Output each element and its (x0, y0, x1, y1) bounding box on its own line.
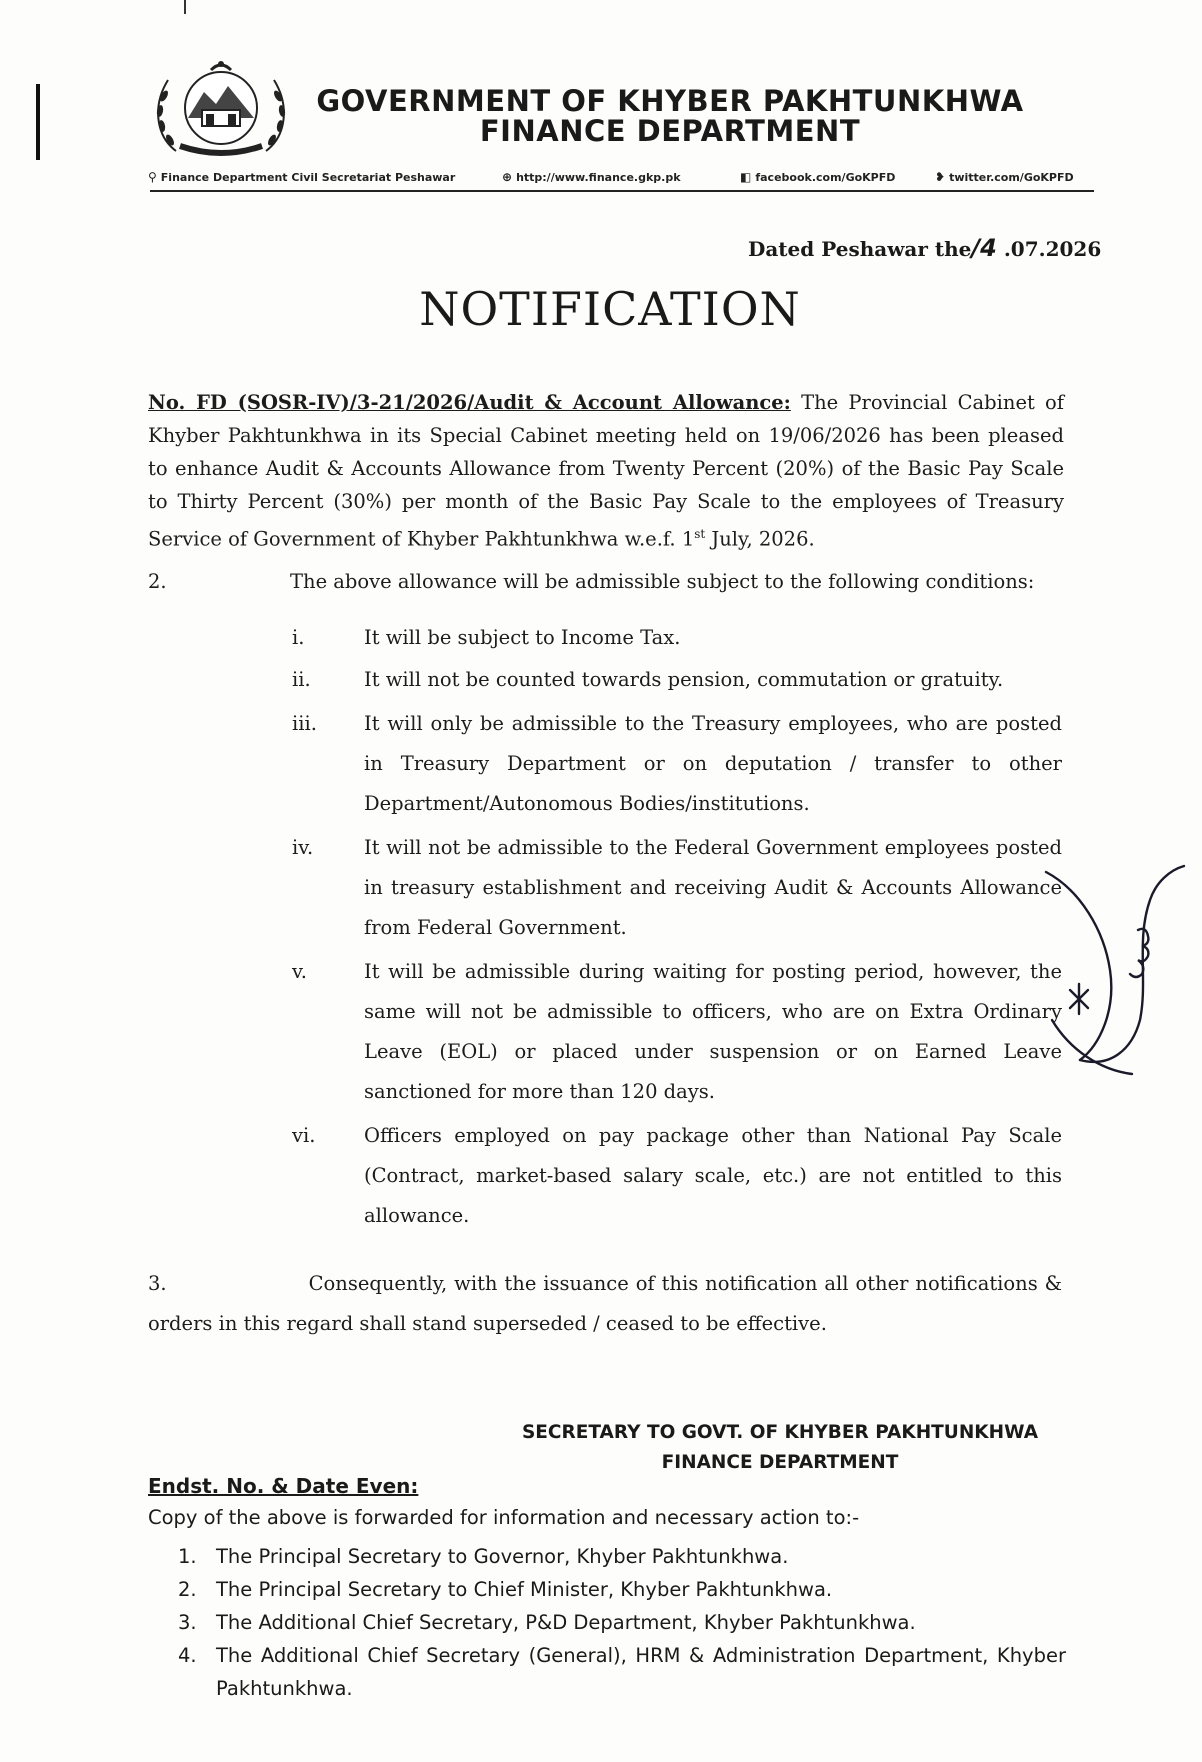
notification-page: GOVERNMENT OF KHYBER PAKHTUNKHWA FINANCE DEPARTMENT ⚲ Finance Department Civil Secretariat Peshawar ⊕ http://www.finance.gkp.pk ◧ facebook.com/GoKPFD ❥ twitter.com/GoKPFD Dated Peshawar the/4 .07.2026 NOTIFICATION No. FD (SOSR-IV)/3-21/2026/Audit & Account Allowance: The Provincial Cabinet of Khyber Pakhtunkhwa in its Special Cabinet meeting held on 19/06/2026 has been pleased to enhance Audit & Accounts Allowance from Twenty Percent (20%) of the Basic Pay Scale to Thirty Percent (30%) per month of the Basic Pay Scale to the employees of Treasury Service of Government of Khyber Pakhtunkhwa w.e.f. 1st July, 2026. 2. The above allowance will be admissible subject to the following conditions: i. It will be subject to Income Tax. ii. It will not be counted towards pension, commutation or gratuity. iii. It will only be admissible to the Treasury employees, who are posted in Treasury Department or on deputation / transfer to other Department/Autonomous Bodies/institutions. iv. It will not be admissible to the Federal Government employees posted in treasury establishment and receiving Audit & Accounts Allowance from Federal Government. v. It will be admissible during waiting for posting period, however, the same will not be admissible to officers, who are on Extra Ordinary Leave (EOL) or placed under suspension or on Earned Leave sanctioned for more than 120 days. vi. Officers employed on pay package other than National Pay Scale (Contract, market-based salary scale, etc.) are not entitled to this allowance. 3. Consequently, with the issuance of this notification all other notifications & orders in this regard shall stand superseded / ceased to be effective. SECRETARY TO GOVT. OF KHYBER PAKHTUNKHWA FINANCE DEPARTMENT Endst. No. & Date Even: Copy of the above is forwarded for information and necessary action to:- 1. The Principal Secretary to Governor, Khyber Pakhtunkhwa. 2. The Principal Secretary to Chief Minister, Khyber Pakhtunkhwa. 3. The Additional Chief Secretary, P&D Department, Khyber Pakhtunkhwa. 4. The Additional Chief Secretary (General), HRM & Administration Department, Khyber Pakhtunkhwa. (0, 0, 1202, 1762)
paragraph-1: No. FD (SOSR-IV)/3-21/2026/Audit & Account Allowance: The Provincial Cabinet of Khyber Pakhtunkhwa in its Special Cabinet meeting held on 19/06/2026 has been pleased to enhance Audit & Accounts Allowance from Twenty Percent (20%) of the Basic Pay Scale to Thirty Percent (30%) per month of the Basic Pay Scale to the employees of Treasury Service of Government of Khyber Pakhtunkhwa w.e.f. 1st July, 2026. (148, 391, 1064, 551)
handwritten-signature (1040, 860, 1190, 1100)
endorsement-heading: Endst. No. & Date Even: (148, 1474, 419, 1498)
secretary-title: SECRETARY TO GOVT. OF KHYBER PAKHTUNKHWA (521, 1422, 1039, 1443)
scan-edge-bar (36, 84, 40, 160)
list-item: 4. The Additional Chief Secretary (General), HRM & Administration Department, Khyber Pakhtunkhwa. (178, 1644, 1066, 1700)
department-header (290, 86, 1050, 146)
globe-icon: ⊕ (502, 170, 513, 184)
header-divider (150, 190, 1094, 192)
twitter-icon: ❥ (935, 170, 946, 184)
contact-address: ⚲ Finance Department Civil Secretariat Peshawar (148, 170, 456, 184)
paragraph-2-number: 2. (148, 570, 167, 593)
paragraph-3 (148, 1264, 1062, 1344)
kp-government-emblem-icon (146, 56, 296, 160)
list-item: 2. The Principal Secretary to Chief Minister, Khyber Pakhtunkhwa. (178, 1578, 833, 1601)
paragraph-2-text: The above allowance will be admissible subject to the following conditions: (290, 570, 1035, 593)
paragraph-3-text: Consequently, with the issuance of this notification all other notifications & orders in this regard shall stand superseded / ceased to be effective. (148, 1272, 1062, 1335)
page-title: NOTIFICATION (419, 282, 801, 336)
contact-website[interactable]: ⊕ http://www.finance.gkp.pk (502, 170, 681, 184)
paragraph-3-number: 3. (148, 1272, 167, 1295)
location-pin-icon: ⚲ (148, 170, 157, 184)
recipient-list (178, 1540, 1066, 1705)
contact-facebook[interactable]: ◧ facebook.com/GoKPFD (740, 170, 896, 184)
header-title-line2: FINANCE DEPARTMENT (479, 114, 861, 148)
list-item: 3. The Additional Chief Secretary, P&D Department, Khyber Pakhtunkhwa. (178, 1611, 916, 1634)
notification-reference: No. FD (SOSR-IV)/3-21/2026/Audit & Account Allowance: (148, 391, 791, 414)
header-title-line1: GOVERNMENT OF KHYBER PAKHTUNKHWA (316, 84, 1024, 118)
secretary-department: FINANCE DEPARTMENT (661, 1452, 899, 1473)
facebook-icon: ◧ (740, 170, 752, 184)
contact-twitter[interactable]: ❥ twitter.com/GoKPFD (935, 170, 1074, 184)
dated-line: Dated Peshawar the/4 .07.2026 (748, 234, 1102, 262)
handwritten-day: /4 (971, 234, 997, 262)
secretary-signature-block (470, 1418, 1090, 1478)
scan-mark (184, 0, 186, 14)
endorsement-intro: Copy of the above is forwarded for information and necessary action to:- (148, 1506, 860, 1529)
list-item: 1. The Principal Secretary to Governor, Khyber Pakhtunkhwa. (178, 1545, 789, 1568)
